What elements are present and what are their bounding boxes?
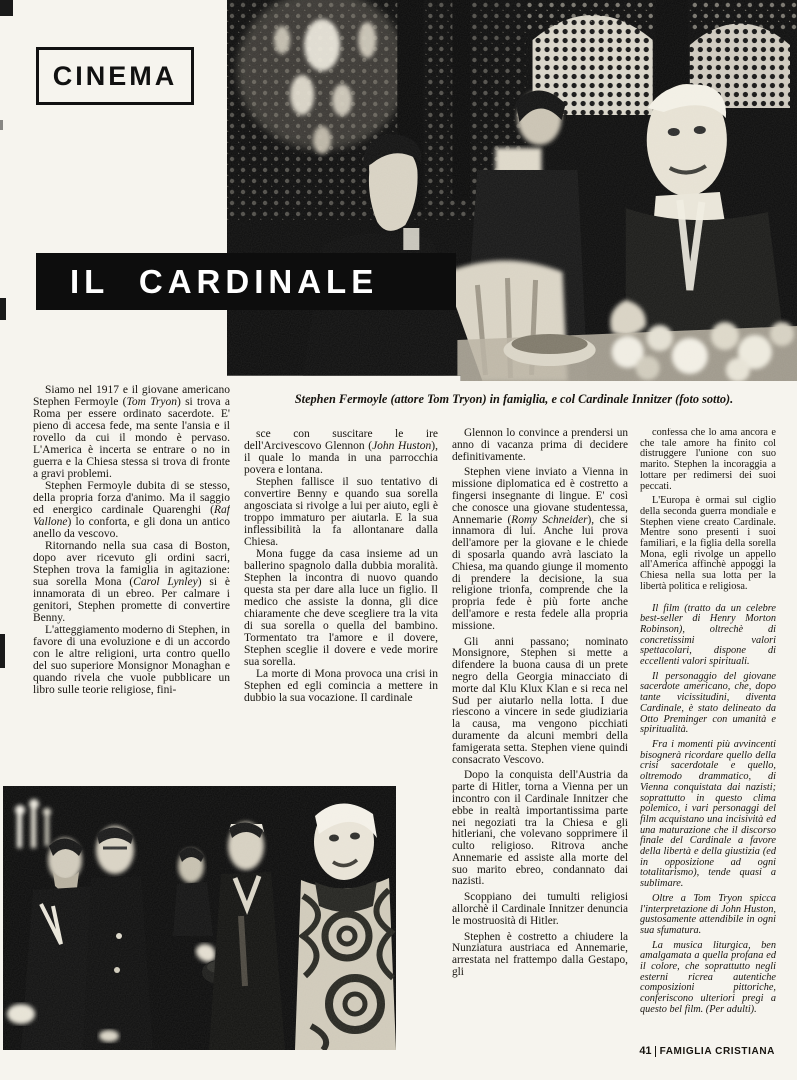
article-column-1 (33, 384, 230, 696)
photo-caption: Stephen Fermoyle (attore Tom Tryon) in famiglia, e col Cardinale Innitzer (foto sotto). (294, 392, 734, 406)
section-label: CINEMA (52, 60, 178, 91)
paragraph: Stephen viene inviato a Vienna in missione diplomatica ed è costretto a fingersi insegnante di lingue. E' così che conosce una giovane studentessa, Annemarie (Romy Schneider), che si innamora di lui. Anche lui prova dell'amore per la giovane e le chiede di sposarla quando avrà lasciato la Chiesa, ma quando giunge il momento di prendere la decisione, la sua religione trionfa, comprende che la propria fede è più forte anche dell'amore e resta fedele alla propria missione. (452, 466, 628, 632)
article-column-2 (244, 428, 438, 704)
paragraph: Stephen Fermoyle dubita di se stesso, della propria forza d'animo. Ma il saggio ed energico cardinale Quarenghi (Raf Vallone) lo conforta, e gli dona un antico anello da vescovo. (33, 480, 230, 540)
article-column-3 (452, 428, 628, 979)
paragraph: Gli anni passano; nominato Monsignore, Stephen si mette a difendere la buona causa di un prete negro della Georgia minacciato di morte dal Klu Klux Klan e si reca nel Sud per aiutarlo nella lotta. I due riescono a vincere in sede giudiziaria la causa, ma vengono picchiati duramente da alcuni membri della famigerata setta. Stephen viene quindi consacrato Vescovo. (452, 635, 628, 766)
magazine-name: FAMIGLIA CRISTIANA (659, 1045, 775, 1057)
page-title: IL CARDINALE (70, 262, 379, 300)
section-label-box (36, 47, 194, 105)
scan-artifact (0, 634, 5, 668)
paragraph: La morte di Mona provoca una crisi in Stephen ed egli comincia a mettere in dubbio la sua vocazione. Il cardinale (244, 668, 438, 704)
paragraph: Stephen è costretto a chiudere la Nunziatura austriaca ed Annemarie, arrestata nel frattempo dalla Gestapo, gli (452, 930, 628, 979)
paragraph: Scoppiano dei tumulti religiosi allorchè il Cardinale Innitzer denuncia le mostruosità di Hitler. (452, 891, 628, 927)
paragraph: Fra i momenti più avvincenti bisognerà ricordare quello della crisi sacerdotale e quello, oltremodo drammatico, di Vienna conquistata dai nazisti; soprattutto in questo clima polemico, i vari personaggi del film acquistano una incisività ed una maturazione che il discorso finale del Cardinale a favore della libertà e della giustizia (ed in opposizione ad ogni totalitarismo), tende quasi a sublimare. (640, 738, 776, 890)
paragraph: Dopo la conquista dell'Austria da parte di Hitler, torna a Vienna per un incontro con il Cardinale Innitzer che ebbe in realtà importantissima parte nei negoziati tra la Chiesa e gli hitleriani, che volevano sopprimere il culto religioso. Ritrova anche Annemarie ed assiste alla morte del suo marito ebreo, condannato dai nazisti. (452, 769, 628, 888)
bottom-photo-illustration (3, 786, 396, 1050)
paragraph: sce con suscitare le ire dell'Arcivescovo Glennon (John Huston), il quale lo manda in una parrocchia povera e lontana. (244, 428, 438, 476)
title-band (36, 253, 456, 310)
top-photo-family-scene (227, 0, 797, 381)
paragraph: confessa che lo ama ancora e che tale amore ha finito col distruggere l'unione con suo marito. Stephen la incoraggia a lottare per redimersi dei suoi peccati. (640, 428, 776, 492)
paragraph: Mona fugge da casa insieme ad un ballerino spagnolo dalla dubbia moralità. Stephen la incontra di nuovo quando questa sta per dare alla luce un figlio. Il medico che assiste la donna, gli dice chiaramente che deve scegliere tra la vita di sua sorella o quella del bambino. Tormentato tra l'amore e il dovere, Stephen sceglie il dovere e vede morire sua sorella. (244, 548, 438, 668)
footer-divider (655, 1046, 656, 1057)
scan-artifact (0, 0, 13, 16)
page-number: 41 (639, 1045, 652, 1057)
paragraph: La musica liturgica, ben amalgamata a quella profana ed il colore, che soprattutto negli esterni ricrea autentiche composizioni pittoriche, conferiscono ulteriori pregi a questo bel film. (Per adulti). (640, 939, 776, 1015)
page-footer (639, 1044, 775, 1058)
paragraph: Glennon lo convince a prendersi un anno di vacanza prima di decidere definitivamente. (452, 428, 628, 463)
top-photo-illustration (227, 0, 797, 381)
paragraph: Oltre a Tom Tryon spicca l'interpretazione di John Huston, gustosamente attendibile in ogni sua sfumatura. (640, 892, 776, 936)
paragraph: Il film (tratto da un celebre best-seller di Henry Morton Robinson), oltrechè di concretissimi valori spettacolari, dispone di eccellenti valori spirituali. (640, 602, 776, 668)
paragraph: Ritornando nella sua casa di Boston, dopo aver ricevuto gli ordini sacri, Stephen trova la famiglia in agitazione: sua sorella Mona (Carol Lynley) si è innamorata di un ebreo. Per calmare i genitori, Stephen promette di convertire Benny. (33, 540, 230, 624)
bottom-photo-cardinal-scene (3, 786, 396, 1050)
paragraph: L'Europa è ormai sul ciglio della seconda guerra mondiale e Stephen viene creato Cardinale. Mentre sono presenti i suoi familiari, e la figlia della sorella Mona, egli rivolge un appello all'America affinchè appoggi la Chiesa nella sua lotta per la libertà politica e religiosa. (640, 495, 776, 592)
paragraph: Siamo nel 1917 e il giovane americano Stephen Fermoyle (Tom Tryon) si trova a Roma per essere ordinato sacerdote. E' pieno di accesa fede, ma sente l'ansia e il rovello da cui il mondo è pervaso. L'America è incerta se entrare o no in guerra e la Chiesa stessa si trova di fronte a gravi problemi. (33, 384, 230, 480)
paragraph: Stephen fallisce il suo tentativo di convertire Benny e quando sua sorella angosciata si rivolge a lui per aiuto, egli è troppo immaturo per aiutarla. E la sua inflessibilità la fa allontanare dalla Chiesa. (244, 476, 438, 548)
article-column-4 (640, 428, 776, 1016)
paragraph: Il personaggio del giovane sacerdote americano, che, dopo tante vicissitudini, diventa Cardinale, è stato delineato da Otto Preminger con umanità e spiritualità. (640, 670, 776, 736)
scan-artifact (0, 298, 6, 320)
scan-artifact (0, 120, 3, 130)
paragraph: L'atteggiamento moderno di Stephen, in favore di una evoluzione e di un accordo con le altre religioni, urta contro quello del suo superiore Monsignor Monaghan e quando rivela che vuole pubblicare un libro sulle teorie religiose, fini- (33, 624, 230, 696)
